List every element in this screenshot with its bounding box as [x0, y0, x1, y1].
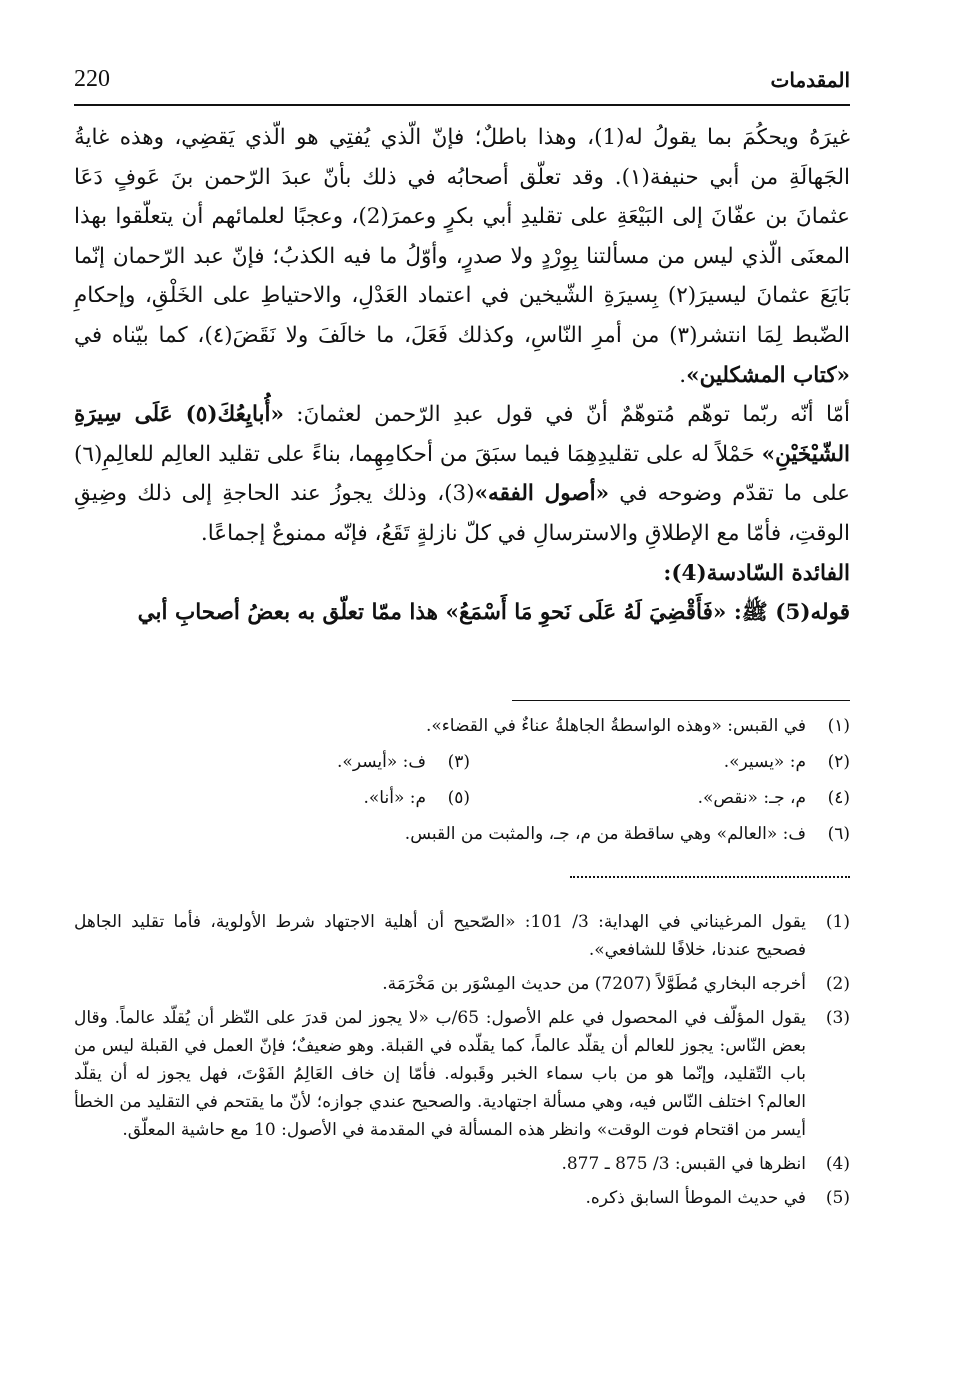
- page-number: 220: [74, 66, 110, 92]
- note-number: (٥): [447, 788, 470, 808]
- quote-abayiuka: «أُبايِعُكَ(٥) عَلَى سِيرَةِ الشّيْخَيْنِ»: [74, 402, 850, 467]
- variant-note: [74, 716, 850, 752]
- paragraph-1-text: غيرَهُ ويحكُمَ بما يقولُ له(1)، وهذا باطلٌ؛ فإنّ الّذي يُفتِي هو الّذي يَقضِي، وهذه غايةُ الجَهالَةِ من أبي حنيفة(١). وقد تعلّق أصحابُه في ذلك بأنّ عبدَ الرّحمن بنَ عَوفٍ دَعَا عثمانَ بن عفّانَ إلى البَيْعَةِ على تقليدِ أبي بكرٍ وعمرَ(2)، وعجبًا لعلمائهم أن يتعلّقوا بهذا المعنَى الّذي ليس من مسألتنا بِوِرْدٍ ولا صدرٍ، وأوّلُ ما فيه الكذبُ؛ فإنّ عبد الرّحمان إنّما بَايَعَ عثمانَ ليسيرَ(٢) بِسيرَةِ الشّيخين في اعتماد العَدْلِ، والاحتياطِ على الخَلْقِ، وإحكامِ الضّبط لِمَا انتشر(٣) من أمرِ النّاسِ، وكذلك فَعَلَ، ما خالَفَ ولا نَقَضَ(٤)، كما: [74, 125, 850, 348]
- variant-note-pair: [74, 752, 850, 788]
- paragraph-1: [74, 118, 850, 395]
- book-title-mushkilin: «كتاب المشكلين»: [686, 362, 850, 388]
- note-number: (٤): [827, 788, 850, 808]
- commentary-note: [74, 970, 850, 998]
- note-text: يقول المرغيناني في الهداية: 3/ 101: «الصّحيح أن أهلية الاجتهاد شرط الأولوية، فأما تقليد الجاهل فصحيح عندنا، خلافًا للشافعي».: [74, 912, 806, 960]
- paragraph-2-text-c: (3)، وذلك يجوزُ عند الحاجةِ إلى ذلك وضِيقِ الوقتِ، فأمّا مع الإطلاقِ والاسترسالِ في كلّ نازلةٍ تَقَعُ، فإنّه ممنوعٌ إجماعًا.: [74, 481, 850, 546]
- commentary-note: [74, 1184, 850, 1212]
- book-title-usul: «أصول الفقه»: [474, 481, 610, 507]
- note-number: (٢): [827, 752, 850, 772]
- note-number: (4): [825, 1154, 850, 1174]
- note-number: (١): [827, 716, 850, 736]
- note-number: (3): [825, 1008, 850, 1028]
- header-rule: [74, 104, 850, 106]
- hadith-quote: «فَأَقْضِيَ لَهُ عَلَى نَحوِ مَا أَسْمَعُ»: [445, 600, 727, 626]
- paragraph-2-text-a: أمّا أنّه ربّما توهّم مُتوهّمٌ أنّ في قول عبدِ الرّحمن لعثمانَ:: [283, 402, 850, 428]
- note-text: أخرجه البخاري مُطَوَّلاً (7207) من حديث المِسْوَر بن مَخْرَمَة.: [382, 974, 806, 994]
- commentary-note: [74, 908, 850, 964]
- main-text: [74, 118, 850, 633]
- note-number: (2): [825, 974, 850, 994]
- note-text: ف: «أيسر».: [337, 752, 426, 772]
- note-text: في حديث الموطأ السابق ذكره.: [585, 1188, 806, 1208]
- note-text: ف: «العالم» وهي ساقطة من م، جـ، والمثبت من القبس.: [404, 824, 806, 844]
- variant-note-pair: [74, 788, 850, 824]
- page-header: [74, 60, 850, 106]
- paragraph-3: [74, 593, 850, 633]
- commentary-footnotes: [74, 908, 850, 1218]
- variant-note: [74, 824, 850, 860]
- section-heading-ref: (4):: [663, 560, 707, 586]
- paragraph-3-text-b: هذا ممّا تعلّق به بعضُ أصحابِ أبي: [137, 600, 446, 626]
- note-text: في القبس: «وهذه الواسطةُ الجاهلةُ عناءٌ في القضاء».: [425, 716, 806, 736]
- paragraph-1-tail: .: [679, 362, 687, 388]
- paragraph-1-end: بيّناه في: [74, 322, 149, 348]
- note-number: (٣): [447, 752, 470, 772]
- paragraph-2-text-b: حَمْلاً له على تقليدِهِمَا فيما سبَقَ من أحكامِهِما، بناءً على تقليد العالِم للعالِمِ(٦) على ما تقدّم وضوحه في: [74, 441, 851, 507]
- paragraph-2: [74, 395, 850, 553]
- dotted-separator: [570, 876, 850, 878]
- commentary-note: [74, 1150, 850, 1178]
- variant-footnotes: [74, 716, 850, 860]
- note-number: (5): [825, 1188, 850, 1208]
- note-number: (1): [825, 912, 850, 932]
- note-text: م، جـ: «نقص».: [697, 788, 806, 808]
- commentary-note: [74, 1004, 850, 1144]
- note-text: يقول المؤلّف في المحصول في علم الأصول: 65/ب «لا يجوز لمن قدرَ على النّظر أن يُقلّد عالماً. وقال بعض النّاس: يجوز للعالم أن يقلّد عالماً، كما يقلّده في القبلة. وهو ضعيفٌ؛ فإنّ العمل في القبلة ليس من باب التّقليد، وإنّما هو من باب سماء الخبر وقَبوله. فأمّا إن خاف العَالِمُ الفَوْتَ، فهل يجوز له أن يقلّد العالم؟ اختلف النّاس فيه، وهي مسألة اجتهادية. والصحيح عندي جوازه؛ لأنّ ما يقتحم في التقليد من الخطأ أيسر من اقتحام فوت الوقت» وانظر هذه المسألة في المقدمة في الأصول: 10 مع حاشية المعلّق.: [74, 1008, 806, 1140]
- section-heading: الفائدة السّادسة: [706, 560, 850, 586]
- running-title: المقدمات: [770, 68, 850, 92]
- paragraph-3-text-a: قوله(5) ﷺ:: [726, 600, 850, 626]
- note-text: انظرها في القبس: 3/ 875 ـ 877.: [561, 1154, 806, 1174]
- note-text: م: «يسير».: [723, 752, 806, 772]
- note-text: م: «أنا».: [363, 788, 426, 808]
- note-number: (٦): [827, 824, 850, 844]
- section-heading-line: [74, 554, 850, 594]
- footnote-separator: [512, 700, 850, 701]
